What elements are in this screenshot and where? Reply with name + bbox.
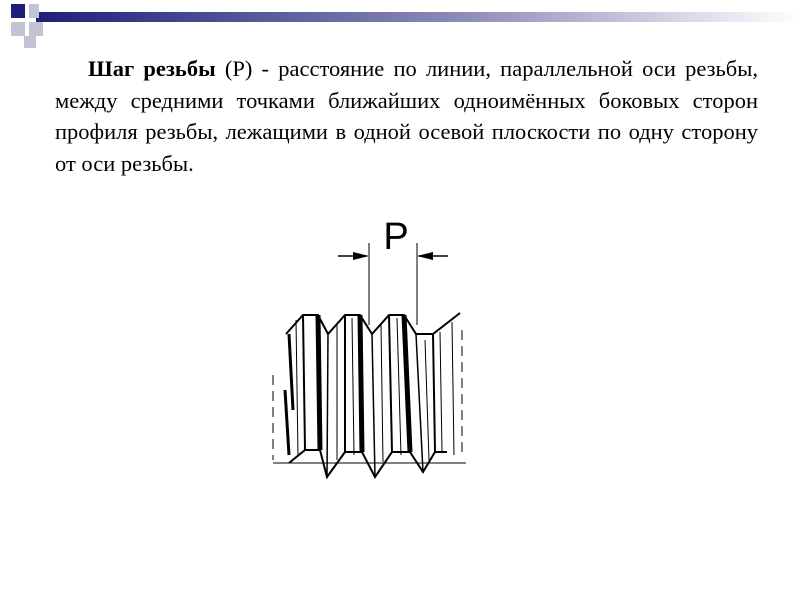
thread-flank (318, 315, 320, 450)
thread-hatch (352, 318, 354, 455)
thread-hatch (381, 325, 383, 462)
decor-square (24, 36, 36, 48)
thread-flank (303, 315, 305, 450)
thread-flank (285, 390, 289, 455)
decor-square (11, 22, 25, 36)
thread-pitch-diagram (250, 205, 490, 495)
thread-hatch (296, 320, 298, 455)
header-gradient-bar (36, 12, 800, 22)
pitch-label: P (383, 216, 409, 258)
thread-flank (433, 334, 435, 452)
pitch-arrow-left (353, 252, 369, 260)
thread-top-profile (286, 313, 460, 334)
thread-flank (360, 315, 362, 452)
thread-hatch (452, 322, 454, 455)
pitch-arrow-right (417, 252, 433, 260)
thread-flank (404, 315, 410, 452)
thread-hatch (425, 340, 429, 460)
header-decoration (0, 0, 800, 50)
decor-square (11, 4, 25, 18)
thread-flank (416, 334, 423, 472)
term-heading: Шаг резьбы (88, 56, 216, 81)
thread-flank (389, 315, 392, 452)
definition-paragraph (55, 53, 758, 179)
thread-flank (327, 334, 328, 477)
thread-flank (372, 334, 375, 477)
thread-flank (289, 334, 293, 410)
decor-square (29, 4, 39, 18)
definition-text: (Р) - расстояние по линии, параллельной оси резьбы, между средними точками ближайших одноимённых боковых сторон профиля резьбы, лежащими в одной осевой плоскости по одну сторону от оси резьбы. (55, 56, 758, 176)
decor-square (29, 22, 43, 36)
thread-hatch (440, 332, 442, 452)
thread-hatch (397, 318, 401, 455)
